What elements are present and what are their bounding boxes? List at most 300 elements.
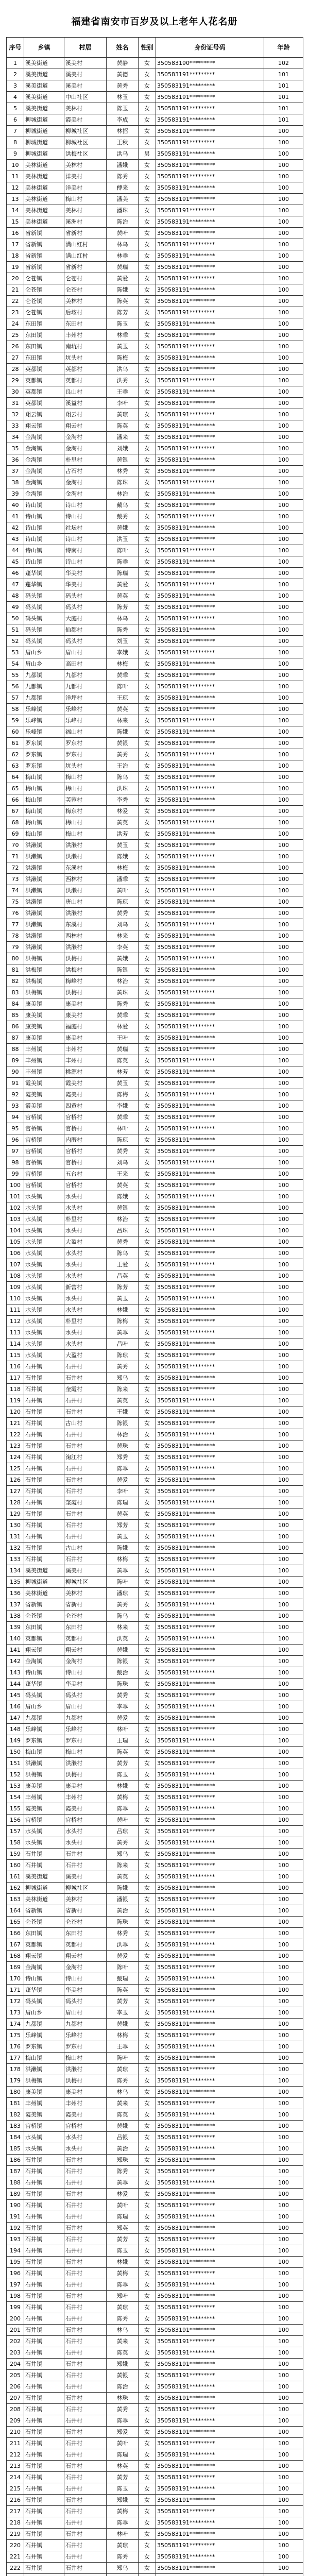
cell-village: 石井村: [64, 1372, 107, 1384]
cell-name: 林来: [107, 1622, 139, 1633]
cell-town: 丰州镇: [24, 1044, 64, 1055]
cell-village: 眉山村: [64, 1701, 107, 1713]
cell-index: 46: [7, 568, 24, 579]
cell-id-number: 350583191*********: [156, 2121, 264, 2132]
cell-village: 省新村: [64, 262, 107, 273]
cell-id-number: 350583191*********: [156, 2551, 264, 2563]
cell-gender: 女: [139, 772, 156, 783]
table-row: [7, 1406, 303, 1418]
cell-gender: 女: [139, 726, 156, 738]
cell-town: 码头镇: [24, 613, 64, 624]
cell-village: 石井村: [64, 2415, 107, 2427]
cell-age: 100: [264, 1406, 303, 1418]
cell-id-number: 350583191*********: [156, 1293, 264, 1304]
cell-age: 100: [264, 1735, 303, 1747]
cell-name: 黄叶: [107, 885, 139, 896]
cell-town: 眉山乡: [24, 647, 64, 658]
cell-id-number: 350583191*********: [156, 126, 264, 137]
cell-name: 黄爱: [107, 579, 139, 590]
cell-index: 75: [7, 896, 24, 908]
cell-village: 康美村: [64, 1010, 107, 1021]
cell-id-number: 350583191*********: [156, 375, 264, 386]
cell-age: 100: [264, 194, 303, 205]
cell-village: 美林村: [64, 1894, 107, 1905]
cell-name: 陈琼: [107, 896, 139, 908]
cell-gender: 女: [139, 80, 156, 92]
cell-name: 陈珠: [107, 477, 139, 488]
cell-village: 石井村: [64, 2472, 107, 2483]
table-row: [7, 2506, 303, 2517]
table-row: [7, 2211, 303, 2223]
cell-index: 147: [7, 1713, 24, 1724]
cell-id-number: 350583191*********: [156, 1429, 264, 1440]
cell-age: 100: [264, 2189, 303, 2200]
cell-gender: 女: [139, 2041, 156, 2053]
cell-id-number: 350583191*********: [156, 1645, 264, 1656]
cell-age: 100: [264, 1044, 303, 1055]
cell-village: 金淘村: [64, 443, 107, 454]
cell-age: 100: [264, 1837, 303, 1849]
cell-age: 100: [264, 2506, 303, 2517]
cell-town: 石井镇: [24, 1497, 64, 1509]
cell-id-number: 350583191*********: [156, 2381, 264, 2393]
cell-gender: 女: [139, 2019, 156, 2030]
cell-age: 100: [264, 250, 303, 262]
cell-age: 101: [264, 114, 303, 126]
cell-index: 187: [7, 2166, 24, 2177]
cell-village: 东田村: [64, 1928, 107, 1939]
cell-name: 黄梅: [107, 2506, 139, 2517]
cell-id-number: 350583191*********: [156, 987, 264, 998]
table-row: [7, 2109, 303, 2121]
cell-id-number: 350583191*********: [156, 2540, 264, 2551]
table-row: [7, 1611, 303, 1622]
cell-village: 西林村: [64, 874, 107, 885]
cell-village: 水头村: [64, 1191, 107, 1202]
table-row: [7, 794, 303, 806]
cell-town: 柳城街道: [24, 148, 64, 160]
cell-town: 石井镇: [24, 1543, 64, 1554]
cell-id-number: 350583191*********: [156, 1191, 264, 1202]
cell-town: 诗山镇: [24, 1973, 64, 1985]
table-row: [7, 250, 303, 262]
cell-town: 罗东镇: [24, 760, 64, 772]
cell-name: 林梅: [107, 862, 139, 874]
table-row: [7, 1883, 303, 1894]
cell-gender: 女: [139, 58, 156, 69]
cell-id-number: 350583191*********: [156, 2313, 264, 2325]
table-row: [7, 1134, 303, 1146]
cell-name: 黄乖: [107, 1565, 139, 1577]
cell-name: 陈来: [107, 1860, 139, 1871]
cell-town: 金淘镇: [24, 454, 64, 466]
cell-gender: 女: [139, 454, 156, 466]
cell-town: 眉山乡: [24, 658, 64, 670]
cell-name: 黄英: [107, 590, 139, 602]
cell-name: 陈梅: [107, 352, 139, 364]
table-row: [7, 1146, 303, 1157]
cell-gender: 女: [139, 1395, 156, 1406]
cell-age: 100: [264, 1826, 303, 1837]
cell-index: 218: [7, 2517, 24, 2529]
cell-village: 水头村: [64, 1259, 107, 1270]
cell-age: 100: [264, 2019, 303, 2030]
table-row: [7, 1384, 303, 1395]
cell-village: 朴里村: [64, 1214, 107, 1225]
cell-id-number: 350583191*********: [156, 432, 264, 443]
cell-index: 206: [7, 2381, 24, 2393]
cell-index: 169: [7, 1962, 24, 1973]
cell-id-number: 350583191*********: [156, 137, 264, 148]
cell-town: 霞美镇: [24, 1803, 64, 1815]
cell-id-number: 350583191*********: [156, 942, 264, 953]
cell-village: 石井村: [64, 2427, 107, 2438]
cell-gender: 女: [139, 840, 156, 851]
cell-age: 100: [264, 330, 303, 341]
cell-village: 中山社区: [64, 92, 107, 103]
cell-id-number: 350583191*********: [156, 885, 264, 896]
cell-name: 陈瑞: [107, 2211, 139, 2223]
cell-gender: 女: [139, 556, 156, 568]
cell-town: 石井镇: [24, 2483, 64, 2495]
cell-village: 溪美村: [64, 58, 107, 69]
cell-village: 仑苍村: [64, 284, 107, 296]
cell-town: 英都镇: [24, 1633, 64, 1645]
cell-name: 刘娥: [107, 443, 139, 454]
cell-town: 石井镇: [24, 2268, 64, 2279]
cell-index: 45: [7, 556, 24, 568]
cell-village: 石井村: [64, 2370, 107, 2381]
cell-age: 100: [264, 466, 303, 477]
cell-index: 76: [7, 908, 24, 919]
cell-index: 24: [7, 318, 24, 330]
cell-gender: 女: [139, 681, 156, 692]
cell-name: 黄娥: [107, 2121, 139, 2132]
cell-id-number: 350583191*********: [156, 1021, 264, 1032]
cell-age: 100: [264, 205, 303, 216]
cell-age: 100: [264, 375, 303, 386]
table-row: [7, 851, 303, 862]
cell-gender: 女: [139, 1701, 156, 1713]
table-row: [7, 1962, 303, 1973]
cell-name: 陈梅: [107, 1316, 139, 1327]
table-row: [7, 840, 303, 851]
table-row: [7, 1202, 303, 1214]
cell-town: 蓬华镇: [24, 579, 64, 590]
table-row: [7, 488, 303, 500]
cell-index: 100: [7, 1180, 24, 1191]
cell-gender: 女: [139, 1372, 156, 1384]
cell-gender: 女: [139, 205, 156, 216]
table-row: [7, 1486, 303, 1497]
cell-name: 潘乖: [107, 874, 139, 885]
cell-name: 陈乖: [107, 2415, 139, 2427]
cell-id-number: 350583191*********: [156, 556, 264, 568]
table-row: [7, 1418, 303, 1429]
cell-index: 143: [7, 1667, 24, 1679]
cell-gender: 女: [139, 1066, 156, 1078]
roster-body: [7, 58, 303, 2576]
cell-id-number: 350583191*********: [156, 1735, 264, 1747]
cell-age: 100: [264, 2087, 303, 2098]
cell-age: 100: [264, 1168, 303, 1180]
cell-name: 黄芳: [107, 1758, 139, 1769]
cell-age: 100: [264, 2234, 303, 2245]
cell-name: 黄乖: [107, 2177, 139, 2189]
cell-gender: 女: [139, 579, 156, 590]
cell-index: 103: [7, 1214, 24, 1225]
cell-town: 梅山镇: [24, 1747, 64, 1758]
cell-id-number: 350583191*********: [156, 1679, 264, 1690]
table-row: [7, 2551, 303, 2563]
cell-gender: 女: [139, 1440, 156, 1452]
cell-town: 柳城街道: [24, 126, 64, 137]
cell-name: 王叶: [107, 1032, 139, 1044]
table-row: [7, 2461, 303, 2472]
cell-age: 100: [264, 2427, 303, 2438]
cell-age: 100: [264, 500, 303, 511]
cell-town: 九都镇: [24, 692, 64, 704]
table-row: [7, 2325, 303, 2336]
cell-id-number: 350583191*********: [156, 1951, 264, 1962]
cell-age: 100: [264, 692, 303, 704]
cell-index: 110: [7, 1293, 24, 1304]
cell-village: 淗江村: [64, 1452, 107, 1463]
cell-id-number: 350583191*********: [156, 352, 264, 364]
table-row: [7, 568, 303, 579]
table-row: [7, 1781, 303, 1792]
cell-gender: 女: [139, 1191, 156, 1202]
cell-id-number: 350583191*********: [156, 1214, 264, 1225]
cell-id-number: 350583191*********: [156, 579, 264, 590]
cell-age: 100: [264, 2313, 303, 2325]
cell-age: 100: [264, 1282, 303, 1293]
cell-name: 王来: [107, 1168, 139, 1180]
header-cell-gender: 性别: [139, 38, 156, 58]
table-row: [7, 1690, 303, 1701]
cell-gender: 女: [139, 1883, 156, 1894]
cell-id-number: 350583191*********: [156, 1418, 264, 1429]
table-row: [7, 1973, 303, 1985]
cell-gender: 女: [139, 545, 156, 556]
cell-town: 康美镇: [24, 1032, 64, 1044]
cell-town: 东田镇: [24, 330, 64, 341]
table-row: [7, 1282, 303, 1293]
cell-age: 100: [264, 1883, 303, 1894]
cell-id-number: 350583191*********: [156, 1202, 264, 1214]
cell-name: 陈瑞: [107, 1497, 139, 1509]
table-row: [7, 58, 303, 69]
cell-age: 100: [264, 1395, 303, 1406]
cell-gender: 女: [139, 2177, 156, 2189]
cell-village: 官桥村: [64, 1146, 107, 1157]
cell-gender: 女: [139, 1475, 156, 1486]
cell-village: 桃源村: [64, 1066, 107, 1078]
cell-village: 石井村: [64, 2155, 107, 2166]
cell-age: 100: [264, 1338, 303, 1350]
cell-village: 霞美村: [64, 1089, 107, 1100]
cell-age: 100: [264, 704, 303, 715]
cell-age: 100: [264, 2121, 303, 2132]
cell-name: 郑乌: [107, 1849, 139, 1860]
cell-village: 英都村: [64, 375, 107, 386]
cell-name: 黄秀: [107, 1236, 139, 1248]
cell-id-number: 350583191*********: [156, 1372, 264, 1384]
cell-index: 145: [7, 1690, 24, 1701]
cell-village: 康美村: [64, 1032, 107, 1044]
cell-gender: 女: [139, 1134, 156, 1146]
cell-name: 洪珠: [107, 783, 139, 794]
cell-age: 100: [264, 2245, 303, 2257]
cell-town: 眉山乡: [24, 2007, 64, 2019]
header-cell-village: 村居: [64, 38, 107, 58]
table-row: [7, 2427, 303, 2438]
table-row: [7, 874, 303, 885]
cell-name: 黄娥: [107, 2019, 139, 2030]
cell-gender: [139, 2574, 156, 2576]
cell-name: 林乌: [107, 613, 139, 624]
cell-name: 李秀: [107, 794, 139, 806]
cell-age: 100: [264, 171, 303, 182]
cell-index: 74: [7, 885, 24, 896]
cell-age: 100: [264, 1633, 303, 1645]
table-row: [7, 273, 303, 284]
cell-village: 水头村: [64, 2143, 107, 2155]
table-row: [7, 1713, 303, 1724]
cell-village: 诗山村: [64, 534, 107, 545]
cell-town: 省新镇: [24, 250, 64, 262]
cell-village: 溪美村: [64, 1565, 107, 1577]
cell-name: 王秋: [107, 137, 139, 148]
cell-name: 郑叶: [107, 2291, 139, 2302]
cell-village: 石井村: [64, 2257, 107, 2268]
cell-id-number: 350583191*********: [156, 1667, 264, 1679]
cell-village: 水头村: [64, 1248, 107, 1259]
cell-age: 100: [264, 1973, 303, 1985]
cell-id-number: 350583191*********: [156, 1180, 264, 1191]
cell-id-number: 350583191*********: [156, 2472, 264, 2483]
cell-name: 洪乌: [107, 148, 139, 160]
cell-id-number: 350583191*********: [156, 749, 264, 760]
cell-gender: 女: [139, 126, 156, 137]
cell-id-number: 350583191*********: [156, 1225, 264, 1236]
cell-gender: 女: [139, 1656, 156, 1667]
cell-index: 101: [7, 1191, 24, 1202]
cell-index: 208: [7, 2404, 24, 2415]
cell-town: 石井镇: [24, 1531, 64, 1543]
table-row: [7, 1939, 303, 1951]
table-row: [7, 1078, 303, 1089]
cell-village: 石井村: [64, 2189, 107, 2200]
cell-gender: 女: [139, 885, 156, 896]
cell-gender: 女: [139, 1565, 156, 1577]
cell-age: 100: [264, 1055, 303, 1066]
cell-village: 石井村: [64, 1463, 107, 1475]
cell-index: 197: [7, 2279, 24, 2291]
cell-village: 石井村: [64, 2313, 107, 2325]
table-row: [7, 296, 303, 307]
cell-index: 190: [7, 2200, 24, 2211]
cell-village: 乐峰村: [64, 704, 107, 715]
cell-name: 林爱: [107, 1021, 139, 1032]
cell-id-number: 350583191*********: [156, 1917, 264, 1928]
cell-index: 129: [7, 1509, 24, 1520]
cell-index: 137: [7, 1599, 24, 1611]
cell-index: 120: [7, 1406, 24, 1418]
cell-id-number: 350583191*********: [156, 1078, 264, 1089]
cell-town: 石井镇: [24, 2336, 64, 2347]
cell-age: 100: [264, 2415, 303, 2427]
cell-age: 100: [264, 1475, 303, 1486]
cell-id-number: 350583191*********: [156, 1803, 264, 1815]
cell-age: 100: [264, 1486, 303, 1497]
cell-age: 100: [264, 998, 303, 1010]
cell-village: 官桥村: [64, 1123, 107, 1134]
cell-index: 54: [7, 658, 24, 670]
cell-town: 美林街道: [24, 205, 64, 216]
cell-index: 57: [7, 692, 24, 704]
cell-town: 仑苍镇: [24, 284, 64, 296]
cell-index: 18: [7, 250, 24, 262]
cell-town: 石井镇: [24, 2245, 64, 2257]
cell-gender: 女: [139, 1293, 156, 1304]
table-row: [7, 466, 303, 477]
cell-village: 码头村: [64, 602, 107, 613]
cell-age: 100: [264, 602, 303, 613]
cell-gender: 女: [139, 160, 156, 171]
cell-town: 罗东镇: [24, 749, 64, 760]
cell-id-number: 350583191*********: [156, 1531, 264, 1543]
cell-town: 洪梅镇: [24, 953, 64, 964]
cell-village: 石井村: [64, 2211, 107, 2223]
cell-village: 石井村: [64, 2325, 107, 2336]
cell-town: 溪美街道: [24, 103, 64, 114]
cell-index: 36: [7, 454, 24, 466]
cell-name: 陈乌: [107, 772, 139, 783]
cell-gender: 女: [139, 1157, 156, 1168]
table-row: [7, 126, 303, 137]
cell-id-number: 350583191*********: [156, 1962, 264, 1973]
cell-age: 100: [264, 2268, 303, 2279]
table-row: [7, 2472, 303, 2483]
table-row: [7, 2347, 303, 2359]
cell-town: 洪濑镇: [24, 908, 64, 919]
cell-age: 100: [264, 1429, 303, 1440]
cell-village: 福山村: [64, 726, 107, 738]
cell-gender: 女: [139, 953, 156, 964]
table-row: [7, 1100, 303, 1112]
cell-village: 仑苍村: [64, 1611, 107, 1622]
cell-gender: 女: [139, 2064, 156, 2075]
cell-id-number: 350583191*********: [156, 1146, 264, 1157]
cell-age: 100: [264, 341, 303, 352]
cell-index: 40: [7, 500, 24, 511]
cell-town: 洪濑镇: [24, 874, 64, 885]
cell-index: 89: [7, 1055, 24, 1066]
cell-index: 77: [7, 919, 24, 930]
cell-village: 水头村: [64, 1202, 107, 1214]
cell-village: 洪濑村: [64, 840, 107, 851]
cell-village: 石井村: [64, 2483, 107, 2495]
cell-name: 郑乌: [107, 2563, 139, 2574]
cell-index: 121: [7, 1418, 24, 1429]
cell-gender: 女: [139, 1622, 156, 1633]
table-row: [7, 2313, 303, 2325]
cell-id-number: 350583191*********: [156, 1475, 264, 1486]
cell-age: 100: [264, 273, 303, 284]
table-row: [7, 738, 303, 749]
cell-gender: 女: [139, 749, 156, 760]
